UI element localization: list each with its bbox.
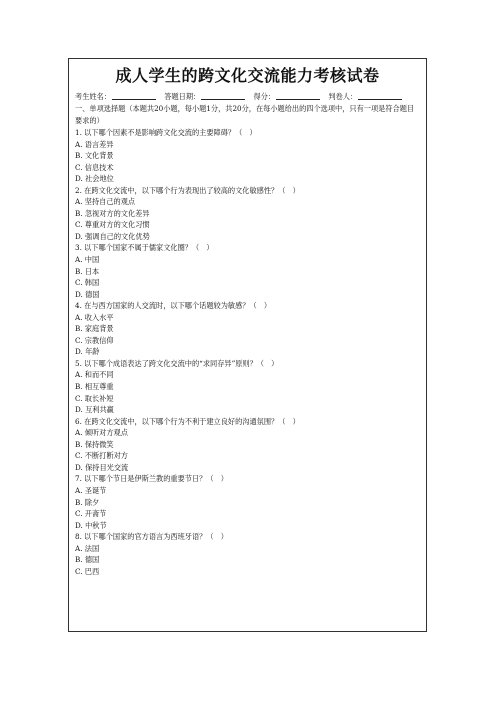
answer-option[interactable]: C. 不断打断对方 [75, 451, 128, 461]
answer-option[interactable]: B. 除夕 [75, 497, 100, 507]
score-label: 得分： [253, 92, 276, 101]
date-blank[interactable] [201, 91, 245, 100]
answer-option[interactable]: A. 法国 [75, 543, 100, 553]
answer-option[interactable]: C. 宗教信仰 [75, 335, 114, 345]
answer-option[interactable]: A. 圣诞节 [75, 485, 107, 495]
answer-option[interactable]: C. 取长补短 [75, 393, 114, 403]
answer-option[interactable]: D. 德国 [75, 289, 100, 299]
name-label: 考生姓名： [75, 92, 111, 101]
question-text: 2. 在跨文化交流中，以下哪个行为表现出了较高的文化敏感性？（ ） [75, 185, 300, 195]
date-label: 答题日期： [164, 92, 201, 101]
answer-option[interactable]: A. 倾听对方观点 [75, 428, 128, 438]
answer-option[interactable]: D. 保持目光交流 [75, 462, 129, 472]
name-blank[interactable] [112, 91, 156, 100]
exam-title: 成人学生的跨文化交流能力考核试卷 [115, 66, 380, 85]
question-text: 4. 在与西方国家的人交流时，以下哪个话题较为敏感？（ ） [75, 301, 272, 311]
answer-option[interactable]: D. 中秋节 [75, 520, 107, 530]
answer-option[interactable]: C. 韩国 [75, 278, 100, 288]
answer-option[interactable]: B. 德国 [75, 555, 100, 565]
question-text: 3. 以下哪个国家不属于儒家文化圈？（ ） [75, 243, 214, 253]
answer-option[interactable]: A. 语言差异 [75, 139, 114, 149]
answer-option[interactable]: D. 社会地位 [75, 174, 114, 184]
question-text: 6. 在跨文化交流中，以下哪个行为不利于建立良好的沟通氛围？（ ） [75, 416, 300, 426]
answer-option[interactable]: A. 收入水平 [75, 312, 114, 322]
answer-option[interactable]: B. 家庭背景 [75, 324, 114, 334]
answer-option[interactable]: B. 忽视对方的文化差异 [75, 208, 150, 218]
question-text: 7. 以下哪个节日是伊斯兰教的重要节日？（ ） [75, 474, 228, 484]
question-list [75, 127, 420, 577]
question-text: 1. 以下哪个因素不是影响跨文化交流的主要障碍？（ ） [75, 128, 257, 137]
section-instructions: 一、单项选择题（本题共20小题，每小题1分，共20分，在每小题给出的四个选项中，只有一项是符合题目要求的） [75, 104, 415, 125]
grader-blank[interactable] [358, 91, 402, 100]
answer-option[interactable]: C. 尊重对方的文化习惯 [75, 220, 150, 230]
answer-option[interactable]: A. 坚持自己的观点 [75, 197, 136, 207]
answer-option[interactable]: B. 保持微笑 [75, 439, 114, 449]
answer-option[interactable]: B. 日本 [75, 266, 100, 276]
answer-option[interactable]: D. 互利共赢 [75, 405, 114, 415]
question-text: 5. 以下哪个成语表达了跨文化交流中的“求同存异”原则？（ ） [75, 358, 279, 368]
answer-option[interactable]: B. 文化背景 [75, 151, 114, 161]
answer-option[interactable]: A. 中国 [75, 255, 100, 265]
exam-page [68, 58, 427, 632]
answer-option[interactable]: A. 和而不同 [75, 370, 114, 380]
candidate-info-row [75, 91, 420, 102]
answer-option[interactable]: C. 开斋节 [75, 509, 107, 519]
answer-option[interactable]: C. 巴西 [75, 566, 100, 576]
answer-option[interactable]: C. 信息技术 [75, 162, 114, 172]
grader-label: 判卷人： [328, 92, 358, 101]
answer-option[interactable]: D. 年龄 [75, 347, 100, 357]
answer-option[interactable]: B. 相互尊重 [75, 382, 114, 392]
score-blank[interactable] [276, 91, 320, 100]
question-text: 8. 以下哪个国家的官方语言为西班牙语？（ ） [75, 532, 228, 542]
answer-option[interactable]: D. 强调自己的文化优势 [75, 231, 150, 241]
